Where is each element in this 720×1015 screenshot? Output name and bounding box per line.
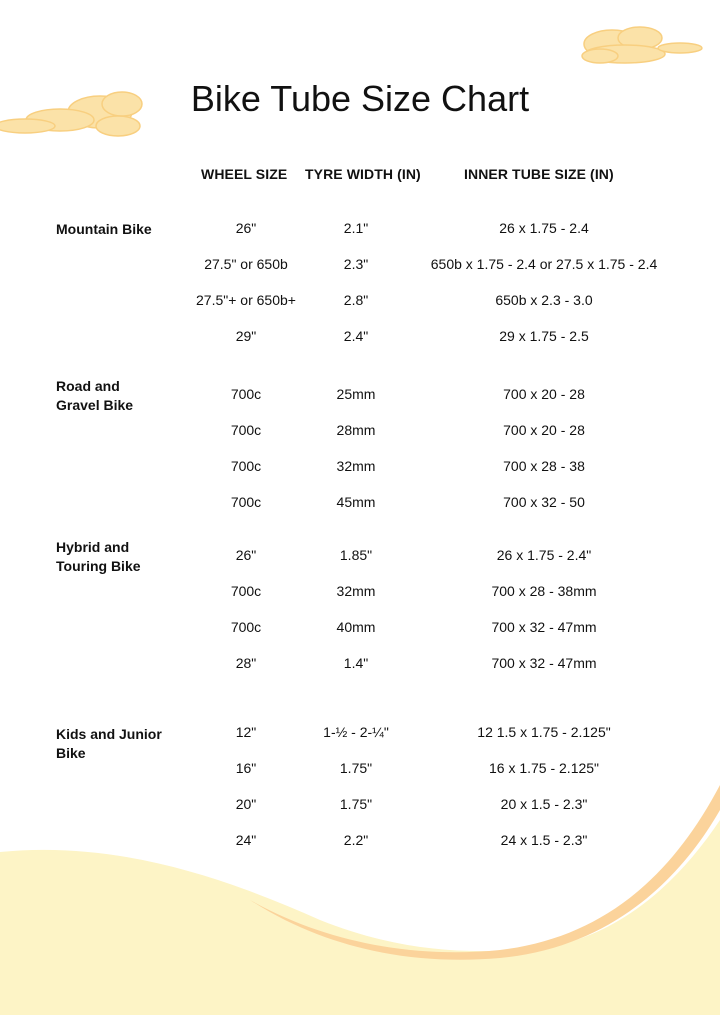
- wheel-size-cell: 27.5" or 650b: [204, 256, 288, 272]
- category-label: Kids and Junior Bike: [56, 726, 162, 761]
- wheel-size-cell: 700c: [230, 494, 262, 510]
- wheel-size-cell: 20": [235, 796, 257, 812]
- inner-tube-cell: 700 x 28 - 38mm: [491, 583, 597, 599]
- wheel-size-cell: 700c: [230, 422, 262, 438]
- inner-tube-cell: 26 x 1.75 - 2.4: [499, 220, 589, 236]
- category-label: Hybrid and Touring Bike: [56, 539, 141, 574]
- inner-tube-cell: 700 x 28 - 38: [503, 458, 585, 474]
- inner-tube-cell: 700 x 20 - 28: [503, 422, 585, 438]
- tyre-width-cell: 2.1": [343, 220, 369, 236]
- wheel-size-cell: 700c: [230, 458, 262, 474]
- tyre-width-cell: 2.3": [343, 256, 369, 272]
- wheel-size-cell: 700c: [230, 619, 262, 635]
- cloud-right: [582, 27, 702, 63]
- wheel-size-cell: 12": [235, 724, 257, 740]
- wheel-size-cell: 24": [235, 832, 257, 848]
- inner-tube-cell: 700 x 32 - 50: [503, 494, 585, 510]
- tyre-width-cell: 1.75": [339, 796, 373, 812]
- wheel-size-cell: 700c: [230, 386, 262, 402]
- wheel-size-cell: 28": [235, 655, 257, 671]
- tyre-width-cell: 25mm: [336, 386, 376, 402]
- inner-tube-cell: 20 x 1.5 - 2.3": [500, 796, 588, 812]
- category-label: Mountain Bike: [56, 221, 152, 237]
- tyre-width-cell: 1.4": [343, 655, 369, 671]
- inner-tube-cell: 700 x 20 - 28: [503, 386, 585, 402]
- inner-tube-cell: 24 x 1.5 - 2.3": [500, 832, 588, 848]
- inner-tube-cell: 700 x 32 - 47mm: [491, 655, 597, 671]
- wheel-size-cell: 16": [235, 760, 257, 776]
- tyre-width-cell: 32mm: [336, 583, 376, 599]
- tyre-width-cell: 1.75": [339, 760, 373, 776]
- wheel-size-cell: 26": [235, 547, 257, 563]
- wheel-size-cell: 29": [235, 328, 257, 344]
- header-wheel-size: WHEEL SIZE: [201, 166, 288, 182]
- tyre-width-cell: 32mm: [336, 458, 376, 474]
- tyre-width-cell: 28mm: [336, 422, 376, 438]
- inner-tube-cell: 29 x 1.75 - 2.5: [499, 328, 589, 344]
- header-tyre-width: TYRE WIDTH (IN): [305, 166, 421, 182]
- wheel-size-cell: 700c: [230, 583, 262, 599]
- inner-tube-cell: 700 x 32 - 47mm: [491, 619, 597, 635]
- tyre-width-cell: 2.8": [343, 292, 369, 308]
- tyre-width-cell: 40mm: [336, 619, 376, 635]
- category-label: Road and Gravel Bike: [56, 378, 134, 413]
- tyre-width-cell: 2.4": [343, 328, 369, 344]
- inner-tube-cell: 12 1.5 x 1.75 - 2.125": [477, 724, 611, 740]
- inner-tube-cell: 16 x 1.75 - 2.125": [488, 760, 600, 776]
- tyre-width-cell: 1.85": [339, 547, 373, 563]
- inner-tube-cell: 26 x 1.75 - 2.4": [496, 547, 592, 563]
- inner-tube-cell: 650b x 2.3 - 3.0: [495, 292, 593, 308]
- tyre-width-cell: 45mm: [336, 494, 376, 510]
- wheel-size-cell: 27.5"+ or 650b+: [196, 292, 296, 308]
- wheel-size-cell: 26": [235, 220, 257, 236]
- tyre-width-cell: 1-½ - 2-¼": [323, 724, 389, 740]
- page-title: Bike Tube Size Chart: [190, 78, 530, 119]
- tyre-width-cell: 2.2": [343, 832, 369, 848]
- header-inner-tube-size: INNER TUBE SIZE (IN): [464, 166, 614, 182]
- inner-tube-cell: 650b x 1.75 - 2.4 or 27.5 x 1.75 - 2.4: [430, 256, 658, 272]
